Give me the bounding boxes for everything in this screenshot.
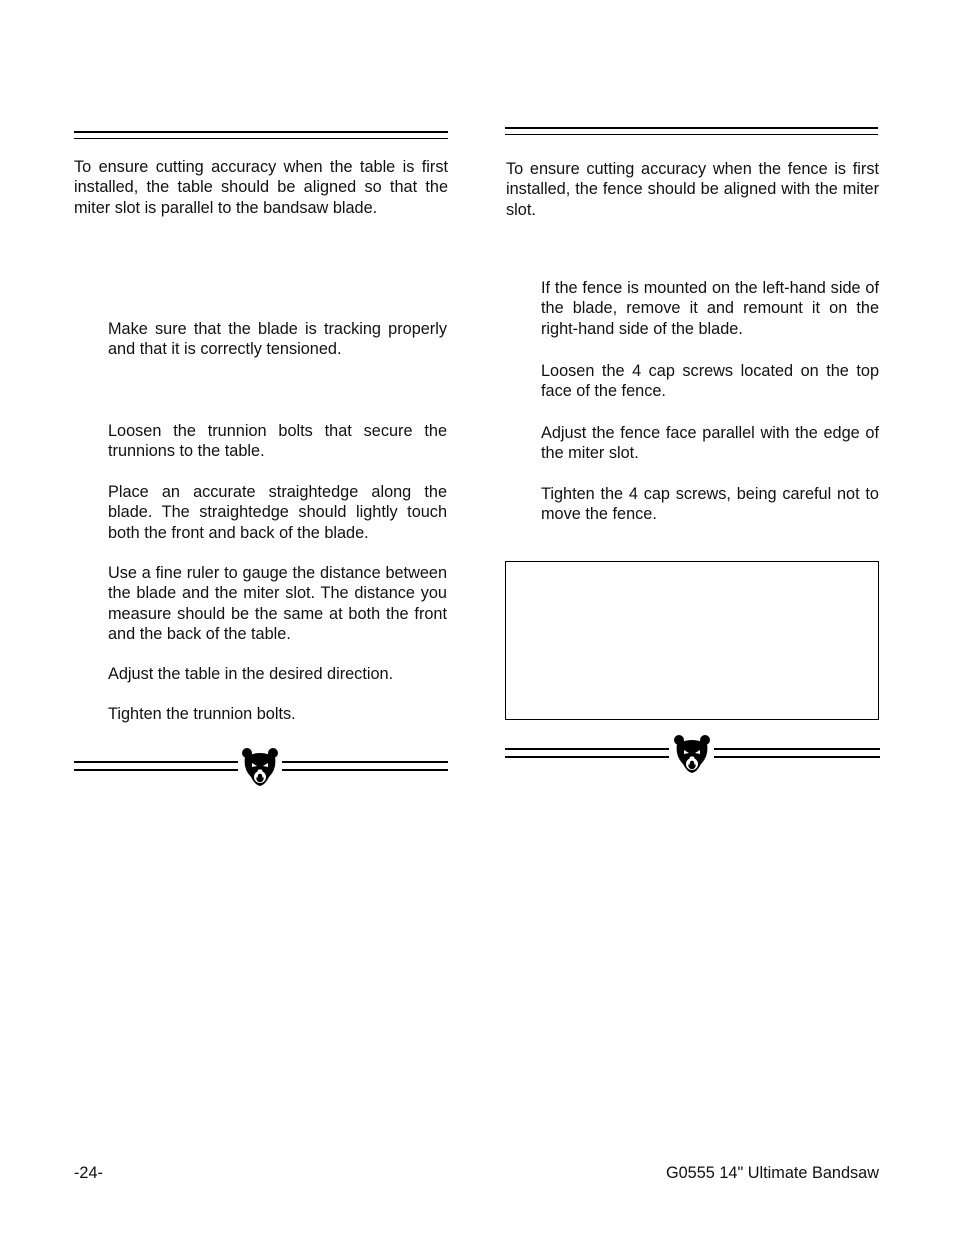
blank-figure-box: [505, 561, 879, 720]
bear-head-icon: [673, 734, 711, 774]
left-intro-paragraph: To ensure cutting accuracy when the table is first installed, the table should be aligned so that the miter slot is parallel to the bandsaw blade.: [74, 158, 448, 217]
left-step-6: Tighten the trunnion bolts.: [108, 705, 296, 723]
end-rule-left-segment: [505, 748, 669, 758]
page-number: -24-: [74, 1164, 103, 1182]
end-rule-left-segment: [74, 761, 238, 771]
right-step-1: If the fence is mounted on the left-hand side of the blade, remove it and remount it on the right-hand side of the blade.: [541, 279, 879, 338]
end-rule-right-segment: [282, 761, 448, 771]
right-step-2: Loosen the 4 cap screws located on the top face of the fence.: [541, 362, 879, 401]
right-section-header-rule: [505, 127, 878, 137]
bear-head-icon: [241, 747, 279, 787]
left-section-header-rule: [74, 131, 448, 141]
left-step-3: Place an accurate straightedge along the blade. The straightedge should lightly touch both the front and back of the blade.: [108, 483, 447, 542]
left-step-5: Adjust the table in the desired direction.: [108, 665, 394, 683]
right-step-3: Adjust the fence face parallel with the edge of the miter slot.: [541, 424, 879, 463]
left-step-4: Use a fine ruler to gauge the distance between the blade and the miter slot. The distance you measure should be the same at both the front and the back of the table.: [108, 564, 447, 643]
right-intro-paragraph: To ensure cutting accuracy when the fence is first installed, the fence should be aligned with the miter slot.: [506, 160, 879, 219]
manual-title: G0555 14" Ultimate Bandsaw: [665, 1164, 879, 1182]
left-step-1: Make sure that the blade is tracking properly and that it is correctly tensioned.: [108, 320, 447, 359]
right-step-4: Tighten the 4 cap screws, being careful not to move the fence.: [541, 485, 879, 524]
end-rule-right-segment: [714, 748, 880, 758]
left-step-2: Loosen the trunnion bolts that secure the trunnions to the table.: [108, 422, 447, 461]
